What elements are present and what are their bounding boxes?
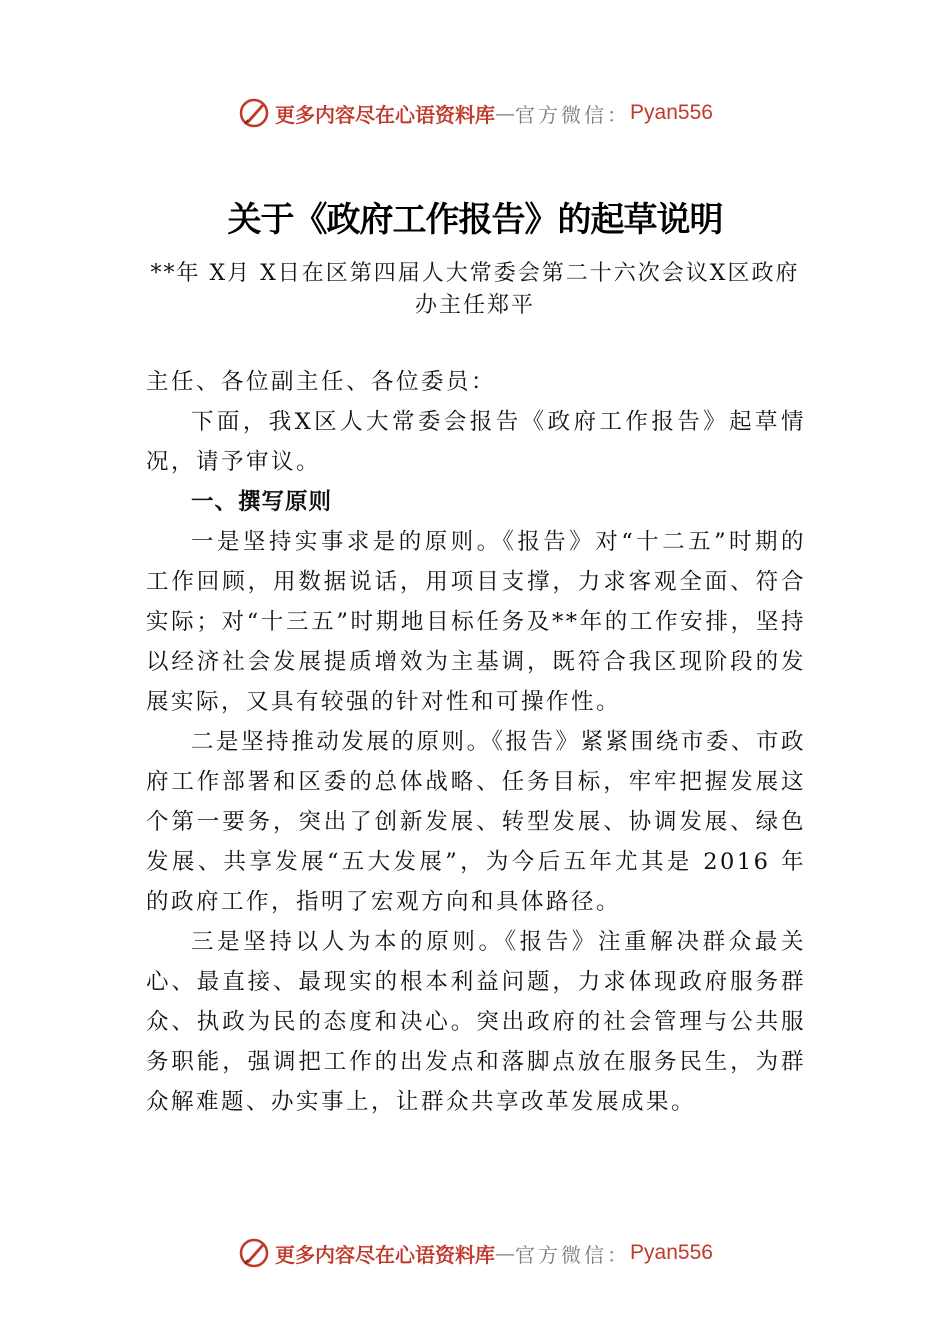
banner-brand-text: 更多内容尽在心语资料库 — [275, 102, 496, 127]
banner-wechat-id: Pyan556 — [630, 1241, 713, 1264]
quill-logo-icon — [237, 96, 271, 130]
document-body — [146, 362, 806, 1122]
quill-logo-icon — [237, 1236, 271, 1270]
body-paragraph-2: 二是坚持推动发展的原则。《报告》紧紧围绕市委、市政府工作部署和区委的总体战略、任务目标，牢牢把握发展这个第一要务，突出了创新发展、转型发展、协调发展、绿色发展、共享发展“五大发展”，为今后五年尤其是 2016 年的政府工作，指明了宏观方向和具体路径。 — [146, 729, 806, 915]
document-title: 关于《政府工作报告》的起草说明 — [227, 200, 723, 240]
footer-banner — [0, 1233, 950, 1273]
banner-wechat-label: 官方微信： — [515, 1242, 631, 1267]
intro-paragraph: 下面，我X区人大常委会报告《政府工作报告》起草情况，请予审议。 — [146, 409, 806, 475]
banner-separator: — — [495, 101, 516, 125]
salutation: 主任、各位副主任、各位委员： — [146, 369, 497, 395]
section-heading: 一、撰写原则 — [191, 489, 333, 515]
banner-wechat-label: 官方微信： — [515, 102, 631, 127]
banner-brand-text: 更多内容尽在心语资料库 — [275, 1242, 496, 1267]
banner-separator: — — [495, 1241, 516, 1265]
body-paragraph-3: 三是坚持以人为本的原则。《报告》注重解决群众最关心、最直接、最现实的根本利益问题，力求体现政府服务群众、执政为民的态度和决心。突出政府的社会管理与公共服务职能，强调把工作的出发点和落脚点放在服务民生，为群众解难题、办实事上，让群众共享改革发展成果。 — [146, 929, 806, 1115]
header-banner — [0, 93, 950, 133]
document-subtitle: **年 X月 X日在区第四届人大常委会第二十六次会议X区政府办主任郑平 — [150, 261, 800, 318]
banner-wechat-id: Pyan556 — [630, 101, 713, 124]
body-paragraph-1: 一是坚持实事求是的原则。《报告》对“十二五”时期的工作回顾，用数据说话，用项目支撑，力求客观全面、符合实际；对“十三五”时期地目标任务及**年的工作安排，坚持以经济社会发展提质增效为主基调，既符合我区现阶段的发展实际，又具有较强的针对性和可操作性。 — [146, 529, 806, 715]
